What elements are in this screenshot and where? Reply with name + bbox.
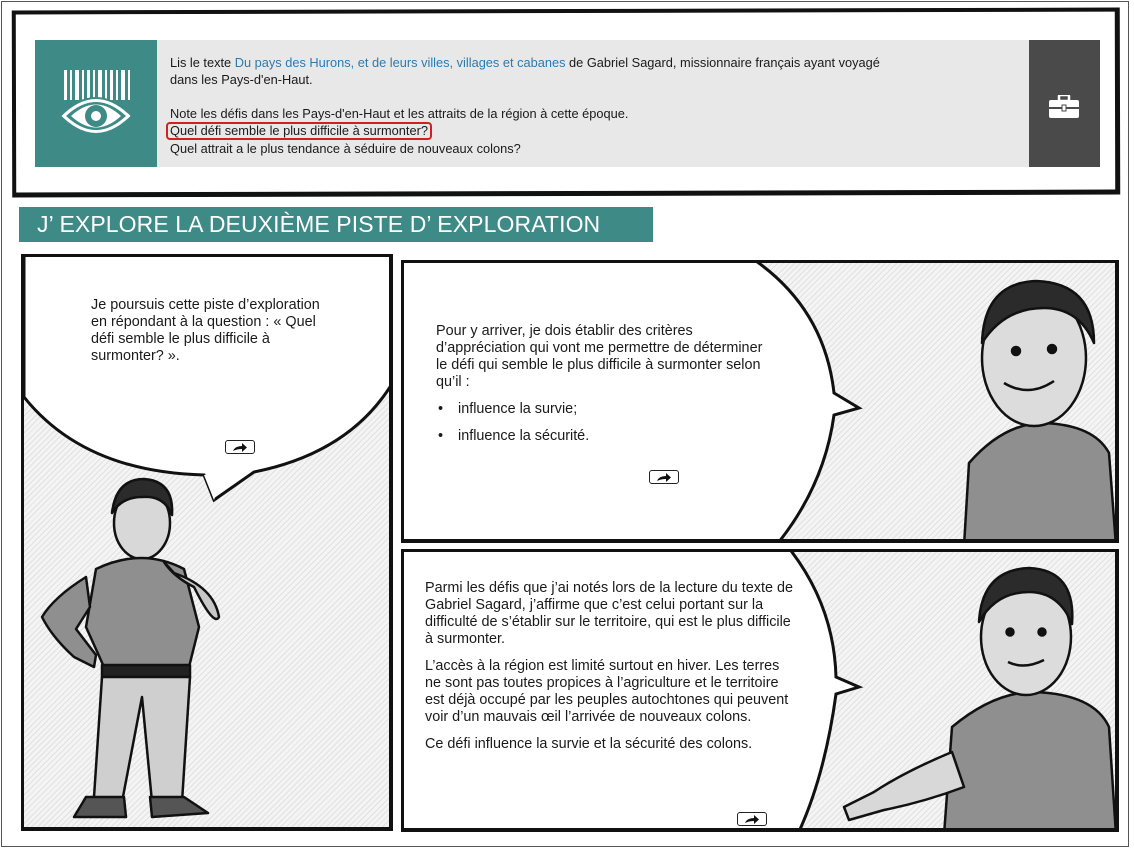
panel-bottom-right-text xyxy=(425,580,797,763)
instruction-line-2: dans les Pays-d'en-Haut. xyxy=(170,72,313,87)
instruction-suffix: de Gabriel Sagard, missionnaire français ayant voyagé xyxy=(565,55,880,70)
criteria-list xyxy=(436,401,776,445)
next-button-bottom-right[interactable] xyxy=(737,812,767,826)
paragraph-3: Ce défi influence la survie et la sécurité des colons. xyxy=(425,736,753,752)
briefcase-tile[interactable] xyxy=(1029,40,1100,167)
briefcase-icon xyxy=(1048,95,1080,119)
eye-barcode-tile xyxy=(35,40,157,167)
criteria-intro: Pour y arriver, je dois établir des critères d’appréciation qui vont me permettre de déterminer le défi qui semble le plus difficile à surmonter selon qu’il : xyxy=(436,323,763,390)
arrow-right-icon xyxy=(656,473,672,482)
criteria-item: • influence la survie; xyxy=(436,401,776,418)
comic-panel-bottom-right xyxy=(401,549,1119,832)
criteria-item: • influence la sécurité. xyxy=(436,428,776,445)
panel-left-text: Je poursuis cette piste d’exploration en répondant à la question : « Quel défi semble le plus difficile à surmonter? ». xyxy=(91,297,320,364)
next-button-left[interactable] xyxy=(225,440,255,454)
instruction-text xyxy=(170,54,970,157)
comic-panel-left xyxy=(21,254,393,831)
eye-barcode-icon xyxy=(58,70,134,140)
next-button-top-right[interactable] xyxy=(649,470,679,484)
text-link[interactable]: Du pays des Hurons, et de leurs villes, villages et cabanes xyxy=(234,55,566,70)
arrow-right-icon xyxy=(744,815,760,824)
arrow-right-icon xyxy=(232,443,248,452)
comic-panel-top-right xyxy=(401,260,1119,543)
section-title: J’ EXPLORE LA DEUXIÈME PISTE D’ EXPLORATION xyxy=(19,207,653,242)
paragraph-2: L’accès à la région est limité surtout en hiver. Les terres ne sont pas toutes propices à l’agriculture et le territoire est déjà occupé par les peuples autochtones qui peuvent voir d’un mauvais œil l’arrivée de nouveaux colons. xyxy=(425,658,789,725)
instruction-prefix: Lis le texte xyxy=(170,55,235,70)
paragraph-1: Parmi les défis que j’ai notés lors de la lecture du texte de Gabriel Sagard, j’affirme que c’est celui portant sur la difficulté de s’établir sur le territoire, qui est le plus difficile à surmonter. xyxy=(425,580,793,647)
instruction-line-1 xyxy=(170,54,970,71)
question-2: Quel attrait a le plus tendance à séduire de nouveaux colons? xyxy=(170,141,521,156)
instruction-line-3: Note les défis dans les Pays-d'en-Haut et les attraits de la région à cette époque. xyxy=(170,106,629,121)
highlighted-question: Quel défi semble le plus difficile à surmonter? xyxy=(166,122,432,140)
panel-top-right-text xyxy=(436,323,776,455)
